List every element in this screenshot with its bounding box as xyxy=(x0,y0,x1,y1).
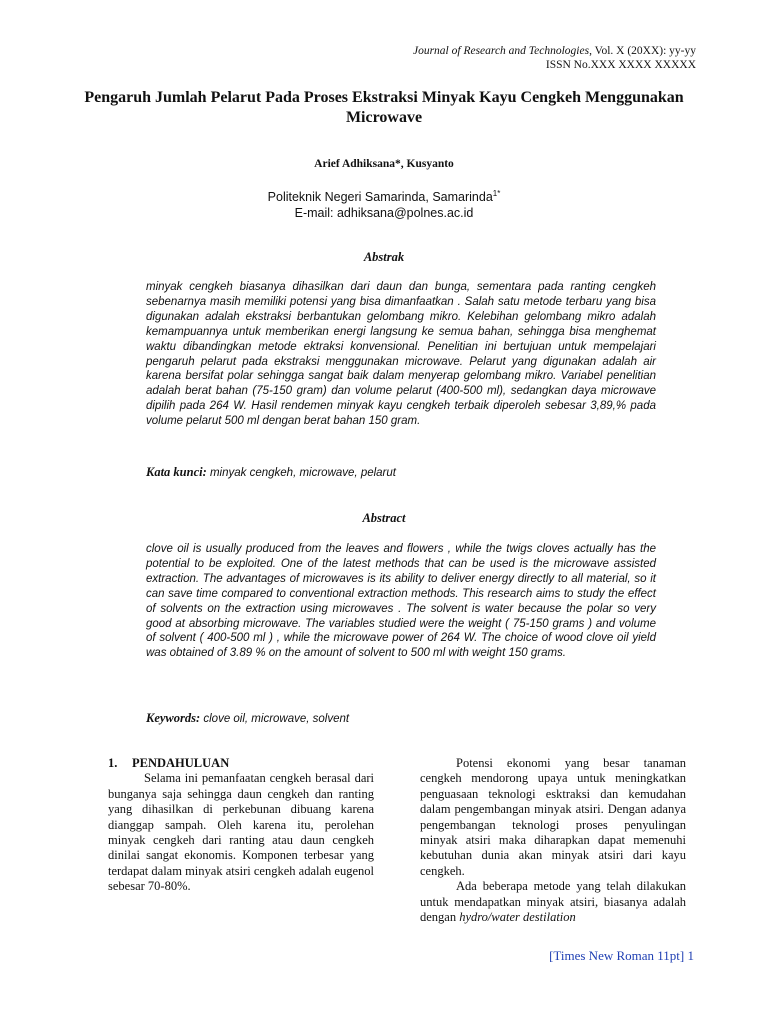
institution-superscript: 1* xyxy=(492,189,501,198)
paper-title: Pengaruh Jumlah Pelarut Pada Proses Ekstraksi Minyak Kayu Cengkeh Menggunakan Microwave xyxy=(84,89,684,126)
right-paragraph-2 xyxy=(420,879,686,925)
section-title: PENDAHULUAN xyxy=(132,756,230,770)
abstract-heading: Abstract xyxy=(362,511,406,525)
abstract-text: clove oil is usually produced from the leaves and flowers , while the twigs cloves actually has the potential to be exploited. One of the latest methods that can be used is the microwave assisted extraction. The advantages of microwaves is its ability to deliver energy directly to all material, so it can save time compared to conventional extraction methods. This research aims to study the effect of solvents on the extraction using microwaves . The solvent is water because the polar so very good at absorbing microwave. The variables studied were the weight ( 75-150 grams ) and volume of solvent ( 400-500 ml ) , while the microwave power of 264 W. The choice of wood clove oil yield was obtained of 3.89 % on the amount of solvent to 500 ml with weight 150 grams. xyxy=(146,543,656,660)
right-paragraph-2-italic: hydro/water destilation xyxy=(459,910,576,925)
journal-header xyxy=(413,44,696,72)
abstrak-heading: Abstrak xyxy=(363,250,405,264)
abstract-keywords xyxy=(146,711,656,726)
journal-issn: ISSN No.XXX XXXX XXXXX xyxy=(545,59,696,71)
email: E-mail: adhiksana@polnes.ac.id xyxy=(294,206,474,221)
journal-volume: , Vol. X (20XX): yy-yy xyxy=(589,45,696,57)
abstract-keywords-value: clove oil, microwave, solvent xyxy=(200,713,350,725)
journal-name: Journal of Research and Technologies xyxy=(412,45,590,57)
abstrak-keywords-label: Kata kunci: xyxy=(146,465,207,479)
abstrak-keywords-value: minyak cengkeh, microwave, pelarut xyxy=(206,467,396,479)
right-paragraph-1: Potensi ekonomi yang besar tanaman cengkeh mendorong upaya untuk meningkatkan penguasaan teknologi esktraksi dan kemudahan dalam pengembangan minyak atsiri. Dengan adanya pengembangan teknologi proses penyulingan minyak atsiri maka diharapkan dapat memenuhi kebutuhan dunia akan minyak atsiri dari kayu cengkeh. xyxy=(420,756,686,878)
section-heading xyxy=(108,756,374,771)
left-paragraph: Selama ini pemanfaatan cengkeh berasal dari bunganya saja sehingga daun cengkeh dan ranting yang dihasilkan di perkebunan dibuang karena dianggap sampah. Oleh karena itu, perolehan minyak cengkeh dari ranting atau daun cengkeh dinilai sangat ekonomis. Komponen terbesar yang terdapat dalam minyak atsiri cengkeh adalah eugenol sebesar 70-80%. xyxy=(108,771,374,894)
affiliation xyxy=(0,186,768,221)
section-number: 1. xyxy=(108,756,118,770)
abstrak-text: minyak cengkeh biasanya dihasilkan dari daun dan bunga, sementara pada ranting cengkeh sebenarnya masih memiliki potensi yang bisa dimanfaatkan . Salah satu metode terbaru yang bisa digunakan adalah ekstraksi berbantukan gelombang mikro. Kelebihan gelombang mikro adalah kemampuannya untuk memberikan energi langsung ke semua bahan, sehingga bisa menghemat waktu dibandingkan metode ektraksi konvensional. Penelitian ini bertujuan untuk mempelajari pengaruh pelarut pada ekstraksi menggunakan microwave. Pelarut yang digunakan adalah air karena bersifat polar sehingga sangat baik dalam menyerap gelombang mikro. Variabel penelitian adalah berat bahan (75-150 gram) dan volume pelarut (400-500 ml), sedangkan daya microwave dipilih pada 264 W. Hasil rendemen minyak kayu cengkeh terbaik diperoleh sebesar 3,89,% pada volume pelarut 500 ml dengan berat bahan 150 gram. xyxy=(146,281,656,428)
right-paragraph-2-text: Ada beberapa metode yang telah dilakukan untuk mendapatkan minyak atsiri, biasanya adalah dengan xyxy=(420,879,686,925)
journal-citation xyxy=(413,44,696,58)
body-left-column xyxy=(108,756,374,895)
body-right-column xyxy=(420,756,686,925)
abstract-keywords-label: Keywords: xyxy=(146,711,201,725)
institution: Politeknik Negeri Samarinda, Samarinda xyxy=(267,190,493,205)
abstrak-keywords xyxy=(146,465,656,480)
page-footer: [Times New Roman 11pt] 1 xyxy=(549,948,694,963)
authors: Arief Adhiksana*, Kusyanto xyxy=(314,158,454,170)
